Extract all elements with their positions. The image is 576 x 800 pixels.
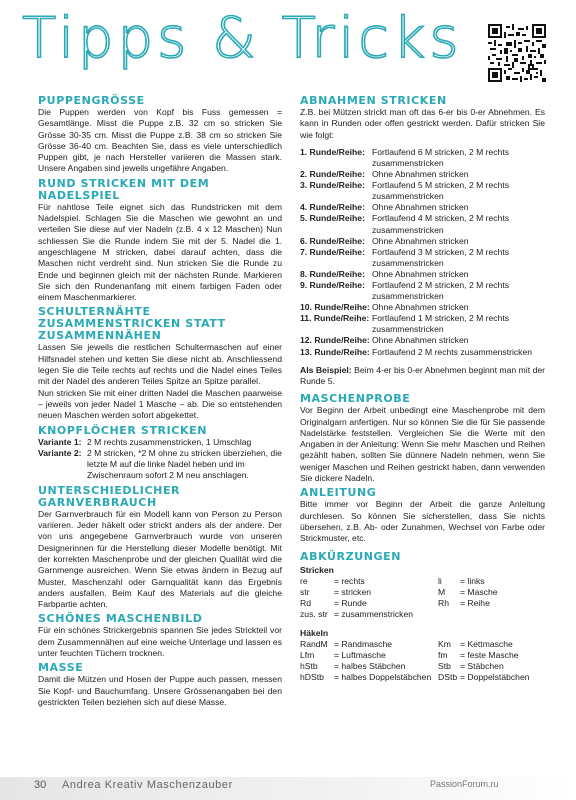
section-schulternaehte [38,306,282,421]
section-heading: ABKÜRZUNGEN [300,549,402,563]
section-masse [38,662,282,708]
abbr-cell: = Randmasche [334,639,393,650]
decrease-row [300,213,545,235]
left-column [38,95,282,711]
abbr-cell: = feste Masche [460,650,519,661]
abbr-cell: = stricken [334,586,372,597]
abbr-cell: hStb [300,661,318,672]
row-label: 8. Runde/Reihe: [300,268,365,279]
row-text: Fortlaufend 2 M stricken, 2 M rechts zusammenstricken [372,280,510,302]
row-text: Fortlaufend 1 M stricken, 2 M rechts zusammenstricken [372,313,510,335]
row-label: 11. Runde/Reihe: [300,313,370,324]
row-text: Ohne Abnahmen stricken [372,169,469,180]
section-heading: MASCHENPROBE [300,392,411,406]
decrease-row [300,147,545,169]
abbr-cell: M [438,586,446,597]
decrease-row [300,236,545,247]
abbr-cell: = Doppelstäbchen [460,672,530,683]
decrease-row [300,169,545,180]
section-text: Der Garnverbrauch für ein Modell kann von Person zu Person variieren. Jeder häkelt oder strickt anders als der andere. Der von uns angegebene Garnverbrauch wurde von unseren Designerinnen für die Herstellung dieser Modelle benötigt. Mit der korrekten Maschenprobe und der gleichen Qualität wird die Garnmenge ausreichen. Wenn Sie etwas ändern in Bezug auf Muster, Maschenzahl oder Garnqualität kann das Ergebnis anders ausfallen. Beim Kauf des Materials auf die gleiche Farbpartie achten. [38,508,282,610]
section-text: Z.B. bei Mützen strickt man oft das 6-er bis 0-er Abnehmen. Es kann in Runden oder offen gestrickt werden. Dafür stricken Sie wie folgt: [300,107,545,140]
section-text: Vor Beginn der Arbeit unbedingt eine Maschenprobe mit dem Originalgarn anfertigen. Nur so können Sie die für Sie passende Nadelstärke feststellen. Vergleichen Sie die Werte mit den Angaben in der Anleitung: Wenn Sie mehr Maschen und Reihen gezählt haben, sollten Sie dünnere Nadeln nehmen, wenn Sie weniger Maschen und Reihen gestrickt haben, dann verwenden Sie dickere Nadeln. [300,405,545,484]
abbr-cell: Rh [438,597,449,608]
abbr-table-stricken [300,576,545,620]
decrease-rows [300,147,545,358]
row-label: 1. Runde/Reihe: [300,146,365,157]
abbr-cell: = rechts [334,575,365,586]
row-label: 9. Runde/Reihe: [300,280,365,291]
row-text: Fortlaufend 6 M stricken, 2 M rechts zusammenstricken [372,146,510,168]
decrease-row [300,280,545,302]
page-number: 30 [34,779,47,791]
abbr-cell: = Luftmasche [334,650,386,661]
section-text: Die Puppen werden von Kopf bis Fuss gemessen = Gesamtlänge. Misst die Puppe z.B. 32 cm so stricken Sie Grösse 30-35 cm. Misst die Puppe z.B. 38 cm so stricken Sie Grösse 36-40 cm. Beachten Sie, dass es viele unterschiedlich Puppen gibt, je nach Hersteller variieren die Massen stark. Unsere Angaben sind jeweils ungefähre Angaben. [38,107,282,174]
abbr-cell: = Reihe [460,597,490,608]
abbr-cell: li [438,575,442,586]
section-heading: MASSE [38,661,84,675]
section-puppengroesse [38,95,282,175]
section-text: Damit die Mützen und Hosen der Puppe auch passen, messen Sie Kopf- und Bauchumfang. Unsere Grössenangaben bei den gestrickten Teilen beziehen sich auf diese Masse. [38,674,282,707]
row-text: Fortlaufend 4 M stricken, 2 M rechts zusammenstricken [372,213,510,235]
section-heading: SCHULTERNÄHTE ZUSAMMENSTRICKEN STATT ZUSAMMENNÄHEN [38,305,226,343]
abbr-cell: = zusammenstricken [334,608,414,619]
abbr-cell: = Kettmasche [460,639,513,650]
abbr-cell: fm [438,650,448,661]
variant-row [38,437,282,448]
row-text: Ohne Abnahmen stricken [372,268,469,279]
section-text: Bitte immer vor Beginn der Arbeit die ganze Anleitung durchlesen. So können Sie sicherstellen, dass Sie nichts übersehen, z.B. Ab- oder Zunahmen, Wechsel von Farbe oder Strickmuster, etc. [300,499,545,544]
abbr-cell: Stb [438,661,451,672]
abbr-group-label: Stricken [300,564,334,575]
row-label: 2. Runde/Reihe: [300,169,365,180]
abbr-cell: str [300,586,310,597]
section-text: Lassen Sie jeweils die restlichen Schultermaschen auf einer Hilfsnadel stehen und ketten Sie diese nicht ab. Anschliessend legen Sie die Teile rechts auf rechts und die Nadel eines Teiles mit der Nadel des anderen Teiles Spitze an Spitze parallel. [38,342,282,387]
section-heading: KNOPFLÖCHER STRICKEN [38,423,208,437]
example-label: Als Beispiel: [300,364,352,375]
row-label: 13. Runde/Reihe: [300,346,370,357]
row-label: 3. Runde/Reihe: [300,180,365,191]
row-text: Ohne Abnahmen stricken [372,302,469,313]
variant-label: Variante 1: [38,436,82,447]
publication-name: Andrea Kreativ Maschenzauber [62,779,233,791]
right-column [300,95,545,686]
row-text: Ohne Abnahmen stricken [372,335,469,346]
section-text: Für ein schönes Strickergebnis spannen Sie jedes Strickteil vor dem Zusammennähen auf eine weiche Unterlage und lassen es unter feuchten Tüchern trocknen. [38,625,282,658]
section-heading: ABNAHMEN STRICKEN [300,94,447,107]
abbr-cell: zus. str [300,608,328,619]
abbr-cell: = Masche [460,586,498,597]
abbr-cell: = Runde [334,597,367,608]
qr-code-icon[interactable] [488,24,546,82]
row-label: 10. Runde/Reihe: [300,302,370,313]
section-anleitung [300,487,545,544]
decrease-row [300,202,545,213]
row-label: 6. Runde/Reihe: [300,235,365,246]
abbr-cell: = Stäbchen [460,661,504,672]
example-note [300,365,545,388]
abbr-cell: re [300,575,308,586]
page-title: Tipps & Tricks [22,6,463,71]
section-heading: SCHÖNES MASCHENBILD [38,612,203,626]
abbr-cell: = halbes Stäbchen [334,661,406,672]
decrease-row [300,335,545,346]
variant-label: Variante 2: [38,447,82,458]
section-text: Für nahtlose Teile eignet sich das Rundstricken mit dem Nadelspiel. Schlagen Sie die Maschen wie gewohnt an und verteilen Sie diese auf vier Nadeln (z.B. 4 x 12 Maschen) Nun schliessen Sie die Runde indem Sie mit der 5. Nadel die 1. angeschlagene M stricken, dabei darauf achten, dass die Maschen nicht verdreht sind. Nun stricken Sie die Runde zu Ende und beginnen gleich mit der nächsten Runde. Markieren Sie sich den Rundenanfang mit einem farbigen Faden oder einem Maschenmarkierer. [38,201,282,303]
section-text: Nun stricken Sie mit einer dritten Nadel die Maschen paarweise – jeweils von jeder Nadel 1 Masche – ab. Die so entstehenden neuen Maschen werden sofort abgekettet. [38,387,282,421]
abbr-cell: Rd [300,597,311,608]
abbr-cell: DStb [438,672,458,683]
row-text: Fortlaufend 2 M rechts zusammenstricken [372,346,532,357]
abbr-cell: RandM [300,639,328,650]
section-rund-stricken [38,178,282,304]
section-heading: RUND STRICKEN MIT DEM NADELSPIEL [38,176,210,202]
abbr-cell: Km [438,639,451,650]
row-label: 12. Runde/Reihe: [300,335,370,346]
abbr-cell: hDStb [300,672,324,683]
section-maschenprobe [300,393,545,484]
abbr-cell: = halbes Doppelstäbchen [334,672,432,683]
abbr-cell: Lfm [300,650,315,661]
abbr-cell [460,609,545,620]
decrease-row [300,247,545,269]
decrease-row [300,180,545,202]
watermark-text: PassionForum.ru [430,779,499,789]
decrease-row [300,313,545,335]
abbr-cell: = links [460,575,485,586]
example-text: Beim 4-er bis 0-er Abnehmen beginnt man mit der Runde 5. [300,364,545,386]
row-text: Ohne Abnahmen stricken [372,202,469,213]
row-label: 7. Runde/Reihe: [300,246,365,257]
section-abkuerzungen [300,551,545,684]
section-heading: ANLEITUNG [300,486,377,500]
abbr-cell [438,609,460,620]
section-garnverbrauch [38,485,282,611]
decrease-row [300,347,545,358]
decrease-row [300,302,545,313]
section-knopfloecher [38,425,282,482]
decrease-row [300,269,545,280]
variant-text: 2 M rechts zusammenstricken, 1 Umschlag [87,436,252,447]
abbr-group-label: Häkeln [300,627,329,638]
row-label: 4. Runde/Reihe: [300,202,365,213]
row-text: Ohne Abnahmen stricken [372,235,469,246]
section-maschenbild [38,613,282,659]
row-text: Fortlaufend 5 M stricken, 2 M rechts zusammenstricken [372,180,510,202]
abbr-table-haekeln [300,639,545,683]
section-heading: UNTERSCHIEDLICHER GARNVERBRAUCH [38,483,181,509]
variant-text: 2 M stricken, *2 M ohne zu stricken überziehen, die letzte M auf die linke Nadel heben und im Zwischenraum sofort 2 M neu anschlagen. [87,447,282,481]
section-abnahmen [300,95,545,387]
section-heading: PUPPENGRÖSSE [38,94,145,107]
row-label: 5. Runde/Reihe: [300,213,365,224]
row-text: Fortlaufend 3 M stricken, 2 M rechts zusammenstricken [372,246,510,268]
variant-row [38,448,282,482]
